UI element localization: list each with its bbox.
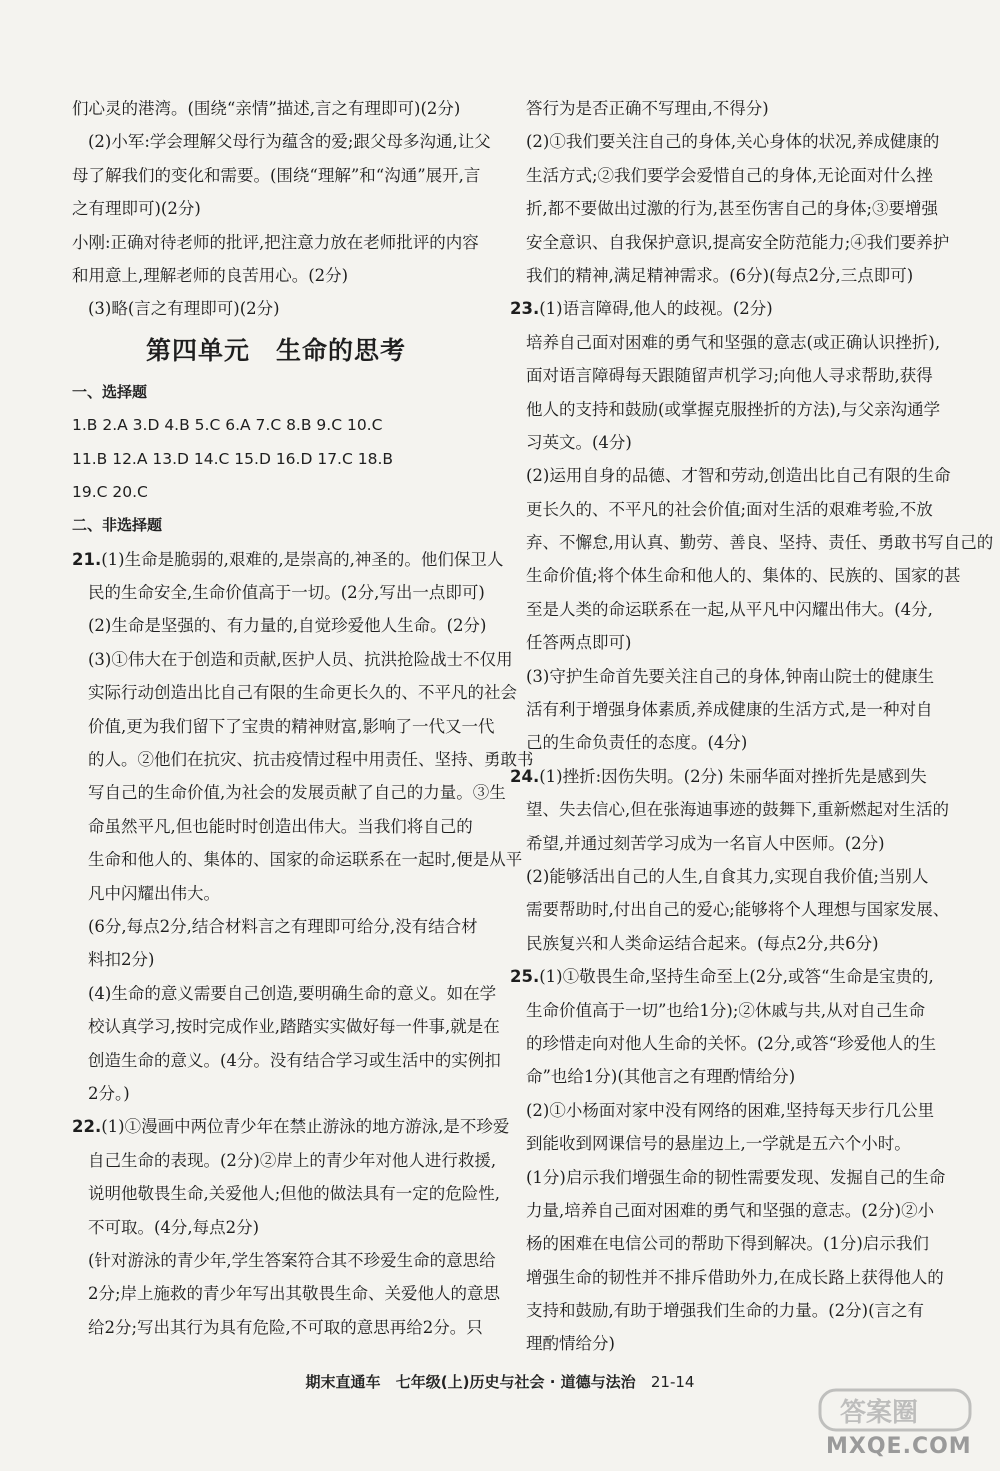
text-line: 培养自己面对困难的勇气和坚强的意志(或正确认识挫折), xyxy=(526,332,941,352)
text-line: 命虽然平凡,但也能时时创造出伟大。当我们将自己的 xyxy=(88,816,473,836)
text-line: 习英文。(4分) xyxy=(526,432,632,452)
footer-grade-subject: 七年级(上)历史与社会 · 道德与法治 xyxy=(395,1373,636,1391)
right-column xyxy=(510,92,994,1361)
text-line: 实际行动创造出比自己有限的生命更长久的、不平凡的社会 xyxy=(88,683,517,703)
text-line: (2)能够活出自己的人生,自食其力,实现自我价值;当别人 xyxy=(526,866,929,886)
text-line: (1)语言障碍,他人的歧视。(2分) xyxy=(539,299,773,319)
text-line: 支持和鼓励,有助于增强我们生命的力量。(2分)(言之有 xyxy=(526,1301,925,1321)
text-line: 自己生命的表现。(2分)②岸上的青少年对他人进行救援, xyxy=(88,1150,497,1170)
text-line: 校认真学习,按时完成作业,踏踏实实做好每一件事,就是在 xyxy=(88,1017,500,1037)
watermark xyxy=(818,1386,988,1466)
text-line: 生命和他人的、集体的、国家的命运联系在一起时,便是从平 xyxy=(88,850,523,870)
text-line: (2)①我们要关注自己的身体,关心身体的状况,养成健康的 xyxy=(526,132,940,152)
text-line: 料扣2分) xyxy=(88,950,155,970)
footer-book-title: 期末直通车 xyxy=(305,1373,381,1391)
text-line: (2)①小杨面对家中没有网络的困难,坚持每天步行几公里 xyxy=(526,1100,935,1120)
text-line: 2分;岸上施救的青少年写出其敬畏生命、关爱他人的意思 xyxy=(88,1284,501,1304)
text-line: 不可取。(4分,每点2分) xyxy=(88,1217,260,1237)
unit-title-name: 生命的思考 xyxy=(276,335,407,365)
text-line: 创造生命的意义。(4分。没有结合学习或生活中的实例扣 xyxy=(88,1050,501,1070)
text-line: (6分,每点2分,结合材料言之有理即可给分,没有结合材 xyxy=(88,916,478,936)
question-number: 23. xyxy=(510,299,540,319)
text-line: 更长久的、不平凡的社会价值;面对生活的艰难考验,不放 xyxy=(526,499,933,519)
unit-title xyxy=(72,326,480,376)
text-line: (2)生命是坚强的、有力量的,自觉珍爱他人生命。(2分) xyxy=(88,616,487,636)
text-line: 说明他敬畏生命,关爱他人;但他的做法具有一定的危险性, xyxy=(88,1184,501,1204)
text-line: 己的生命负责任的态度。(4分) xyxy=(526,733,748,753)
text-line: 民族复兴和人类命运结合起来。(每点2分,共6分) xyxy=(526,933,879,953)
text-line: (3)略(言之有理即可)(2分) xyxy=(88,299,280,319)
question-number: 21. xyxy=(72,549,102,569)
watermark-site: MXQE.COM xyxy=(826,1434,972,1459)
footer-page-number: 21-14 xyxy=(650,1373,695,1391)
text-line: 任答两点即可) xyxy=(526,633,632,653)
section-heading-nonchoice: 二、非选择题 xyxy=(72,516,163,535)
text-line: 他人的支持和鼓励(或掌握克服挫折的方法),与父亲沟通学 xyxy=(526,399,941,419)
text-line: 价值,更为我们留下了宝贵的精神财富,影响了一代又一代 xyxy=(88,716,495,736)
text-line: 增强生命的韧性并不排斥借助外力,在成长路上获得他人的 xyxy=(526,1267,944,1287)
choice-answers-row: 11.B 12.A 13.D 14.C 15.D 16.D 17.C 18.B xyxy=(72,449,394,468)
watermark-logo-text: 答案圈 xyxy=(840,1398,919,1428)
text-line: 面对语言障碍每天跟随留声机学习;向他人寻求帮助,获得 xyxy=(526,366,933,386)
text-line: 写自己的生命价值,为社会的发展贡献了自己的力量。③生 xyxy=(88,783,506,803)
text-line: 之有理即可)(2分) xyxy=(72,199,201,219)
text-line: 凡中闪耀出伟大。 xyxy=(88,883,220,903)
watermark-logo-icon xyxy=(818,1386,978,1436)
text-line: (针对游泳的青少年,学生答案符合其不珍爱生命的意思给 xyxy=(88,1250,496,1270)
text-line: 的珍惜走向对他人生命的关怀。(2分,或答“珍爱他人的生 xyxy=(526,1033,937,1053)
text-line: 生活方式;②我们要学会爱惜自己的身体,无论面对什么挫 xyxy=(526,165,933,185)
text-line: 给2分;写出其行为具有危险,不可取的意思再给2分。只 xyxy=(88,1317,483,1337)
text-line: 弃、不懈怠,用认真、勤劳、善良、坚持、责任、勇敢书写自己的 xyxy=(526,533,994,553)
unit-title-number: 第四单元 xyxy=(145,335,250,365)
text-line: (1)挫折:因伤失明。(2分) 朱丽华面对挫折先是感到失 xyxy=(539,766,927,786)
text-line: 生命价值高于一切”也给1分);②休戚与共,从对自己生命 xyxy=(526,1000,926,1020)
text-line: (1)①漫画中两位青少年在禁止游泳的地方游泳,是不珍爱 xyxy=(101,1117,510,1137)
text-line: 力量,培养自己面对困难的勇气和坚强的意志。(2分)②小 xyxy=(526,1200,935,1220)
text-line: 生命价值;将个体生命和他人的、集体的、民族的、国家的甚 xyxy=(526,566,961,586)
text-line: 们心灵的港湾。(围绕“亲情”描述,言之有理即可)(2分) xyxy=(72,99,461,118)
text-line: 的人。②他们在抗灾、抗击疫情过程中用责任、坚持、勇敢书 xyxy=(88,750,534,770)
text-line: (1分)启示我们增强生命的韧性需要发现、发掘自己的生命 xyxy=(526,1167,946,1187)
text-line: (2)小军:学会理解父母行为蕴含的爱;跟父母多沟通,让父 xyxy=(88,132,491,152)
text-line: 至是人类的命运联系在一起,从平凡中闪耀出伟大。(4分, xyxy=(526,599,933,619)
question-number: 24. xyxy=(510,766,540,786)
question-number: 22. xyxy=(72,1117,102,1137)
text-line: 答行为是否正确不写理由,不得分) xyxy=(526,99,769,118)
text-line: 望、失去信心,但在张海迪事迹的鼓舞下,重新燃起对生活的 xyxy=(526,800,949,820)
text-line: 我们的精神,满足精神需求。(6分)(每点2分,三点即可) xyxy=(526,265,914,285)
text-line: 命”也给1分)(其他言之有理酌情给分) xyxy=(526,1067,796,1087)
text-line: (1)①敬畏生命,坚持生命至上(2分,或答“生命是宝贵的, xyxy=(539,967,934,987)
text-line: 杨的困难在电信公司的帮助下得到解决。(1分)启示我们 xyxy=(526,1234,929,1254)
text-line: (2)运用自身的品德、才智和劳动,创造出比自己有限的生命 xyxy=(526,466,951,486)
question-number: 25. xyxy=(510,967,540,987)
text-line: 安全意识、自我保护意识,提高安全防范能力;④我们要养护 xyxy=(526,232,950,252)
text-line: 理酌情给分) xyxy=(526,1334,615,1354)
section-heading-choice: 一、选择题 xyxy=(72,382,148,401)
text-line: 小刚:正确对待老师的批评,把注意力放在老师批评的内容 xyxy=(72,232,479,252)
text-line: 活有利于增强身体素质,养成健康的生活方式,是一种对自 xyxy=(526,700,933,720)
choice-answers-row: 19.C 20.C xyxy=(72,482,148,501)
text-line: 希望,并通过刻苦学习成为一名盲人中医师。(2分) xyxy=(526,833,885,853)
text-line: (1)生命是脆弱的,艰难的,是崇高的,神圣的。他们保卫人 xyxy=(101,549,504,569)
choice-answers-row: 1.B 2.A 3.D 4.B 5.C 6.A 7.C 8.B 9.C 10.C xyxy=(72,416,383,435)
text-line: 母了解我们的变化和需要。(围绕“理解”和“沟通”展开,言 xyxy=(72,165,481,185)
text-line: 和用意上,理解老师的良苦用心。(2分) xyxy=(72,265,349,285)
text-line: 折,都不要做出过激的行为,甚至伤害自己的身体;③要增强 xyxy=(526,199,939,219)
text-line: 2分。) xyxy=(88,1083,130,1103)
text-line: 到能收到网课信号的悬崖边上,一学就是五六个小时。 xyxy=(526,1134,911,1154)
text-line: 民的生命安全,生命价值高于一切。(2分,写出一点即可) xyxy=(88,583,485,603)
text-line: (4)生命的意义需要自己创造,要明确生命的意义。如在学 xyxy=(88,983,497,1003)
text-line: 需要帮助时,付出自己的爱心;能够将个人理想与国家发展、 xyxy=(526,900,950,920)
text-line: (3)①伟大在于创造和贡献,医护人员、抗洪抢险战士不仅用 xyxy=(88,649,513,669)
text-line: (3)守护生命首先要关注自己的身体,钟南山院士的健康生 xyxy=(526,666,935,686)
